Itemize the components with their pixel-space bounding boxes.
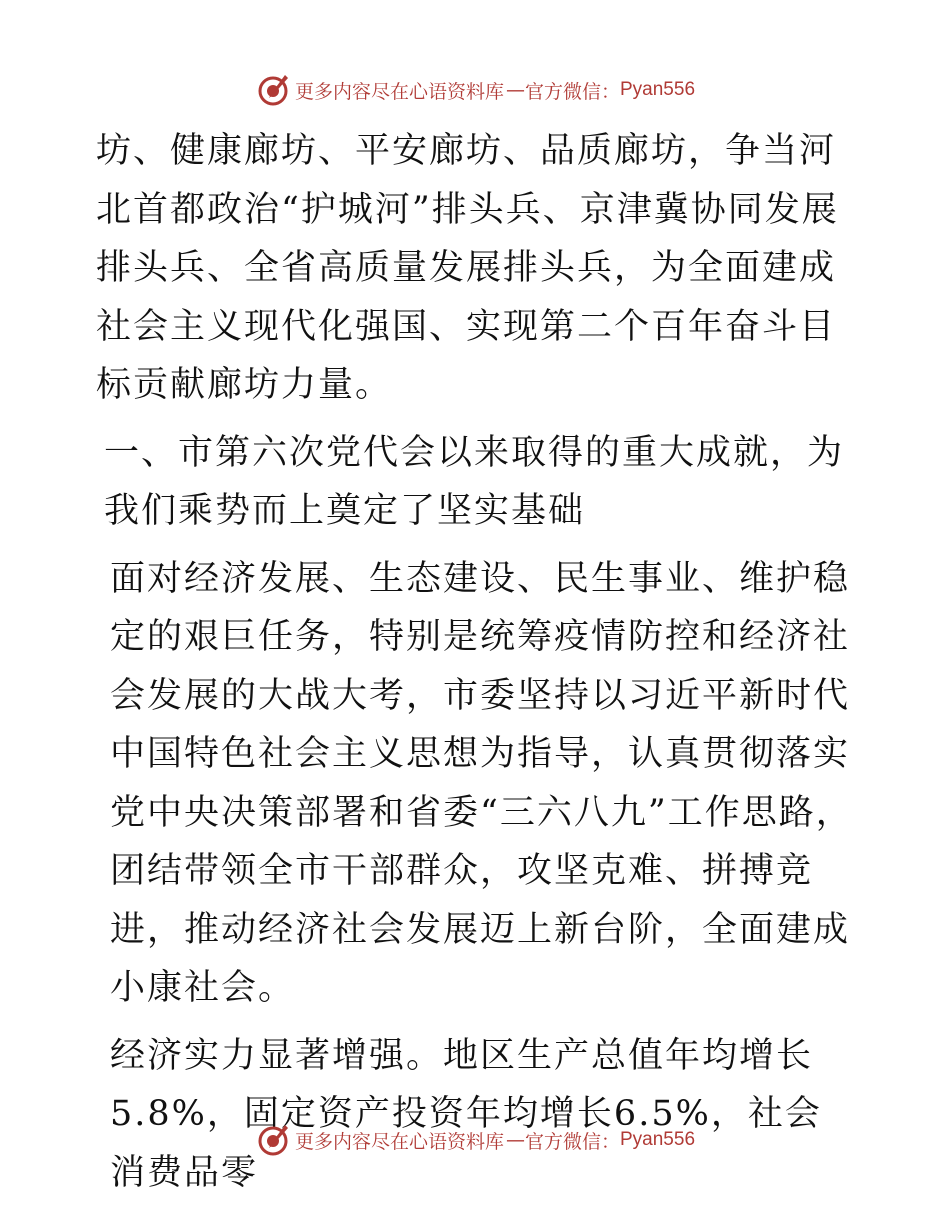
paragraph-continuation: 坊、健康廊坊、平安廊坊、品质廊坊，争当河北首都政治“护城河”排头兵、京津冀协同发展排头兵、全省高质量发展排头兵，为全面建成社会主义现代化强国、实现第二个百年奋斗目标贡献廊坊力量。 [96, 131, 839, 405]
watermark-wechat-label: 官方微信： [524, 1130, 620, 1153]
watermark-site-text: 更多内容尽在心语资料库 [294, 80, 504, 103]
quill-logo-icon [255, 1122, 291, 1158]
watermark-wechat-id: Pyan556 [620, 79, 696, 100]
quill-logo-icon [255, 72, 291, 108]
watermark-wechat-label: 官方微信： [524, 80, 620, 103]
watermark-footer [0, 1120, 950, 1160]
watermark-site-text: 更多内容尽在心语资料库 [294, 1130, 504, 1153]
watermark-separator: — [505, 79, 523, 101]
watermark-header [0, 70, 950, 110]
watermark-wechat-id: Pyan556 [620, 1129, 696, 1150]
document-body [96, 122, 856, 1211]
watermark-separator: — [505, 1129, 523, 1151]
section-heading: 一、市第六次党代会以来取得的重大成就，为我们乘势而上奠定了坚实基础 [104, 432, 845, 531]
paragraph-achievements: 面对经济发展、生态建设、民生事业、维护稳定的艰巨任务，特别是统筹疫情防控和经济社会发展的大战大考，市委坚持以习近平新时代中国特色社会主义思想为指导，认真贯彻落实党中央决策部署和省委“三六八九”工作思路，团结带领全市干部群众，攻坚克难、拼搏竞进，推动经济社会发展迈上新台阶，全面建成小康社会。 [110, 558, 853, 1008]
paragraph-economy: 经济实力显著增强。地区生产总值年均增长5.8%，固定资产投资年均增长6.5%，社会消费品零 [110, 1035, 822, 1193]
